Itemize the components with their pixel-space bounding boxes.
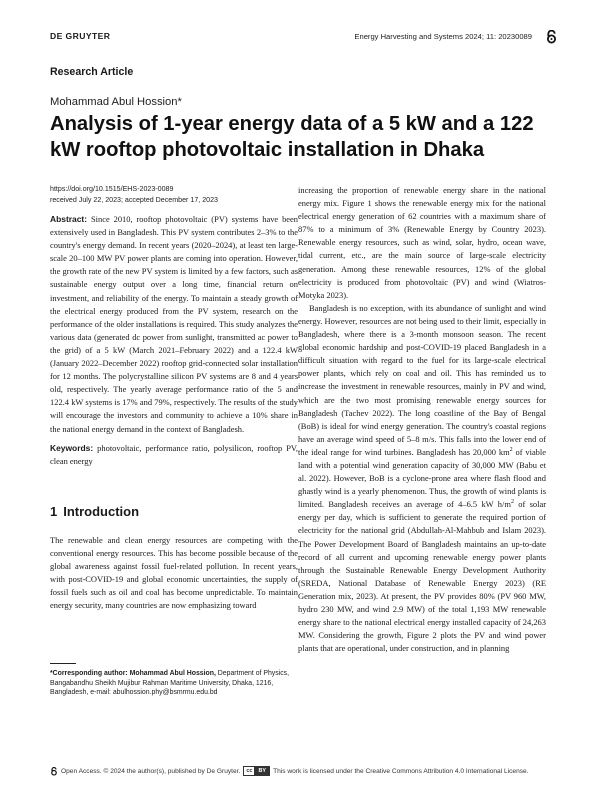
intro-paragraph-continued: increasing the proportion of renewable energy share in the national energy mix. Figure 1 shows the renewable energy mix for the national electrical energy generation of 62 countries with a maximum share of 87% to a minimum of 3% (Renewable Energy by Country 2023). Renewable energy resources, such as wind, solar, hydro, ocean wave, tidal current, etc., are the main source of large-scale electricity generation. Among these renewable resources, 12% of the global electricity is produced from photovoltaic (PV) and wind (Wiatros-Motyka 2023). <box>298 185 546 300</box>
journal-citation: Energy Harvesting and Systems 2024; 11: 20230089 <box>354 32 532 41</box>
open-access-icon <box>50 767 58 776</box>
cc-badge-left: cc <box>244 767 255 775</box>
article-dates: received July 22, 2023; accepted December 17, 2023 <box>50 195 218 204</box>
para2-part-c: of solar energy per day, which is sufficient to generate the required portion of electricity for the national grid (Abdullah-Al-Mahbub and Islam 2023). The Power Development Board of Bangladesh maintains an up-to-date record of all current and upcoming renewable energy power plants through the Sustainable Renewable Energy Development Authority (SREDA, National Database of Renewable Energy 2023) (RE Generation mix, 2023). At present, the PV provides 80% (PV 960 MW, hydro 230 MW, and wind 2.9 MW) of the total 1,193 MW renewable energy share to the national electrical energy installed capacity of 24,263 MW. Considering the growth, Figure 2 plots the PV and wind power plants that are operational, under construction, and in planning <box>298 499 547 654</box>
section-heading-introduction <box>50 504 298 520</box>
open-access-icon <box>545 30 558 44</box>
license-line <box>50 766 550 776</box>
superscript: 2 <box>510 499 514 506</box>
article-title: Analysis of 1-year energy data of a 5 kW and a 122 kW rooftop photovoltaic installation in Dhaka <box>50 113 534 161</box>
doi-link[interactable]: https://doi.org/10.1515/EHS-2023-0089 <box>50 185 174 193</box>
corresponding-author-footnote <box>50 669 300 698</box>
section-title-text: Introduction <box>63 503 140 519</box>
author-name: Mohammad Abul Hossion* <box>50 96 182 108</box>
license-open-access-text: Open Access. © 2024 the author(s), published by De Gruyter. <box>61 767 241 775</box>
intro-paragraph-1: The renewable and clean energy resources are competing with the conventional energy resources. This has become possible because of the global awareness against fossil fuel-related pollution. In recent years, with post-COVID-19 and global economic uncertainties, the supply of fossil fuels such as oil and coal has become unpredictable. To maintain energy security, many countries are now emphasizing toward <box>50 534 298 611</box>
publisher-logo: DE GRUYTER <box>50 31 111 41</box>
abstract-label: Abstract: <box>50 214 88 224</box>
keywords <box>50 442 298 468</box>
abstract <box>50 213 298 436</box>
superscript: 2 <box>509 447 513 454</box>
footnote-label: *Corresponding author: Mohammad Abul Hossion, <box>50 670 216 677</box>
footnote-divider <box>50 663 76 664</box>
footnote-text: Department of Physics, Bangabandhu Sheikh Mujibur Rahman Maritime University, Dhaka, 1216, Bangladesh, e-mail: abulhossion.phy@bsmrmu.edu.bd <box>50 670 290 697</box>
section-number: 1 <box>50 503 58 519</box>
left-column <box>50 184 298 612</box>
para2-part-a: Bangladesh is no exception, with its abundance of sunlight and wind energy. However, resources are not being used to their limit, especially in Bangladesh, where there is a 3-month monsoon season. The recent global economic hardship and post-COVID-19 placed Bangladesh in a difficult situation with regard to the fuel for its large-scale electrical power plants, which rely on coal and oil. This has reminded us to increase the investment in renewable resources, mainly in PV and wind, which are the two most promising renewable energy sources for Bangladesh (Tachev 2022). The long coastline of the Bay of Bengal (BoB) is ideal for wind energy generation. The country's coastal regions have an average wind speed of 5–8 m/s. This falls into the lower end of the ideal range for wind turbines. Bangladesh has 20,000 km <box>298 302 546 457</box>
cc-by-license-icon[interactable] <box>243 766 270 776</box>
keywords-label: Keywords: <box>50 442 94 453</box>
intro-paragraph-2 <box>298 302 546 656</box>
right-column <box>298 184 546 655</box>
keywords-text: photovoltaic, performance ratio, polysilicon, rooftop PV, clean energy <box>50 442 299 466</box>
abstract-text: Since 2010, rooftop photovoltaic (PV) systems have been extensively used in Bangladesh. This PV system contributes 2–3% to the country's energy demand. In recent years (2020–2024), at least ten large-scale 20–100 MW PV power plants are coming into operation. However, the growth rate of the new PV system is limited by a few factors, such as sustainable energy output over a long time, financial return on investment, and reliability of the energy. To maintain a steady growth of the electrical energy produced from the PV system, research on the performance of the older installations is required. This study analyzes the various data (generated dc power from sunlight, transmitted ac power to the grid) of a 5 kW (March 2021–February 2022) and a 122.4 kW (January 2022–December 2022) rooftop grid-connected solar installation for 12 months. The polycrystalline silicon PV systems are 8 and 4 years old, respectively. The yearly average performance ratio of the 5 and 122.4 kW systems is 17% and 79%, respectively. The results of the study will encourage the investors and community to achieve a 10% share in the national energy demand in the context of Bangladesh. <box>50 214 298 434</box>
article-type: Research Article <box>50 66 134 78</box>
para2-part-b: of viable land with a potential wind generation capacity of 30,000 MW (Babu et al. 2022). However, BoB is a cyclone-prone area where flash flood and ghastly wind is a yearly phenomenon. Thus, the growth of wind plants is limited. Bangladesh receives an average of 4–6.5 kW h/m <box>298 446 546 510</box>
cc-badge-right: BY <box>255 767 269 775</box>
license-text: This work is licensed under the Creative Commons Attribution 4.0 International License. <box>273 767 529 775</box>
